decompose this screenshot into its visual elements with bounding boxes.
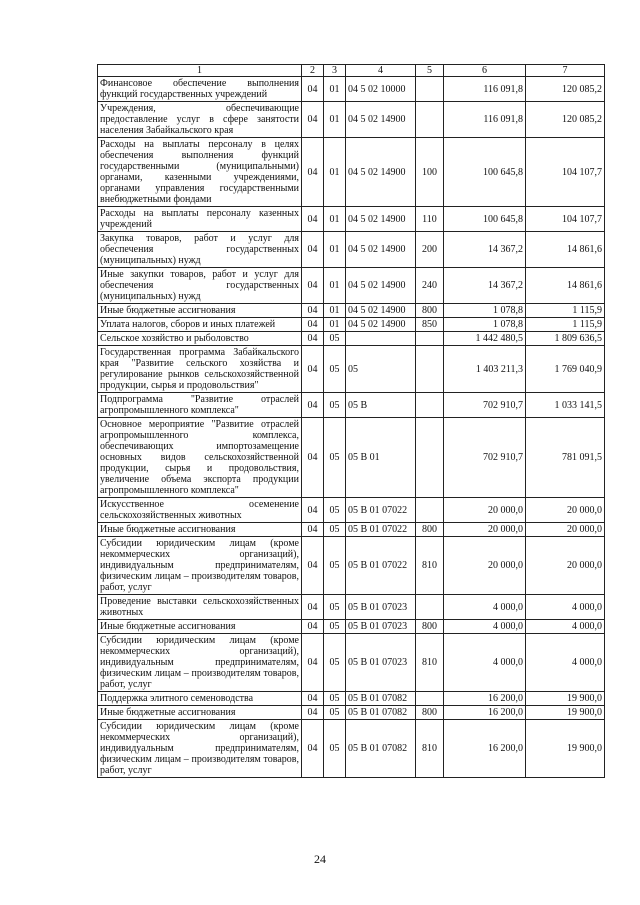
target-article-cell: 05 В 01 07023 <box>346 620 416 634</box>
subsection-code-cell: 05 <box>324 692 346 706</box>
amount-year1-cell: 100 645,8 <box>444 207 526 232</box>
row-name-cell: Проведение выставки сельскохозяйственных животных <box>98 595 302 620</box>
target-article-cell: 04 5 02 14900 <box>346 268 416 304</box>
table-row <box>98 620 605 634</box>
amount-year2-cell: 19 900,0 <box>526 706 605 720</box>
table-row <box>98 332 605 346</box>
subsection-code-cell: 05 <box>324 595 346 620</box>
section-code-cell: 04 <box>302 523 324 537</box>
table-row <box>98 537 605 595</box>
section-code-cell: 04 <box>302 77 324 102</box>
section-code-cell: 04 <box>302 595 324 620</box>
subsection-code-cell: 05 <box>324 620 346 634</box>
table-row <box>98 207 605 232</box>
table-row <box>98 692 605 706</box>
table-row <box>98 318 605 332</box>
row-name-cell: Субсидии юридическим лицам (кроме некоммерческих организаций), индивидуальным предпринимателям, физическим лицам – производителям товаров, работ, услуг <box>98 634 302 692</box>
target-article-cell: 04 5 02 14900 <box>346 304 416 318</box>
row-name-cell: Иные бюджетные ассигнования <box>98 706 302 720</box>
section-code-cell: 04 <box>302 393 324 418</box>
target-article-cell: 04 5 02 14900 <box>346 138 416 207</box>
amount-year1-cell: 16 200,0 <box>444 692 526 706</box>
subsection-code-cell: 05 <box>324 393 346 418</box>
target-article-cell <box>346 332 416 346</box>
amount-year1-cell: 16 200,0 <box>444 720 526 778</box>
expense-type-cell <box>416 418 444 498</box>
table-header-row <box>98 65 605 77</box>
row-name-cell: Закупка товаров, работ и услуг для обеспечения государственных (муниципальных) нужд <box>98 232 302 268</box>
amount-year1-cell: 20 000,0 <box>444 523 526 537</box>
amount-year1-cell: 20 000,0 <box>444 537 526 595</box>
row-name-cell: Поддержка элитного семеноводства <box>98 692 302 706</box>
target-article-cell: 05 В 01 07082 <box>346 706 416 720</box>
subsection-code-cell: 05 <box>324 706 346 720</box>
amount-year1-cell: 4 000,0 <box>444 634 526 692</box>
row-name-cell: Искусственное осеменение сельскохозяйственных животных <box>98 498 302 523</box>
amount-year2-cell: 14 861,6 <box>526 268 605 304</box>
amount-year2-cell: 1 115,9 <box>526 318 605 332</box>
row-name-cell: Расходы на выплаты персоналу казенных учреждений <box>98 207 302 232</box>
amount-year2-cell: 19 900,0 <box>526 692 605 706</box>
section-code-cell: 04 <box>302 498 324 523</box>
target-article-cell: 05 В 01 07023 <box>346 595 416 620</box>
target-article-cell: 04 5 02 14900 <box>346 232 416 268</box>
amount-year1-cell: 1 078,8 <box>444 304 526 318</box>
subsection-code-cell: 05 <box>324 537 346 595</box>
table-row <box>98 720 605 778</box>
amount-year2-cell: 19 900,0 <box>526 720 605 778</box>
subsection-code-cell: 01 <box>324 318 346 332</box>
section-code-cell: 04 <box>302 102 324 138</box>
table-row <box>98 523 605 537</box>
amount-year2-cell: 104 107,7 <box>526 207 605 232</box>
amount-year2-cell: 781 091,5 <box>526 418 605 498</box>
row-name-cell: Иные бюджетные ассигнования <box>98 620 302 634</box>
amount-year2-cell: 1 769 040,9 <box>526 346 605 393</box>
amount-year1-cell: 20 000,0 <box>444 498 526 523</box>
row-name-cell: Государственная программа Забайкальского края "Развитие сельского хозяйства и регулирование рынков сельскохозяйственной продукции, сырья и продовольствия" <box>98 346 302 393</box>
row-name-cell: Субсидии юридическим лицам (кроме некоммерческих организаций), индивидуальным предпринимателям, физическим лицам – производителям товаров, работ, услуг <box>98 720 302 778</box>
expense-type-cell: 810 <box>416 720 444 778</box>
section-code-cell: 04 <box>302 318 324 332</box>
subsection-code-cell: 05 <box>324 523 346 537</box>
section-code-cell: 04 <box>302 634 324 692</box>
amount-year2-cell: 104 107,7 <box>526 138 605 207</box>
section-code-cell: 04 <box>302 207 324 232</box>
subsection-code-cell: 05 <box>324 346 346 393</box>
expense-type-cell <box>416 102 444 138</box>
target-article-cell: 05 В 01 07082 <box>346 692 416 706</box>
section-code-cell: 04 <box>302 692 324 706</box>
expense-type-cell: 800 <box>416 620 444 634</box>
subsection-code-cell: 01 <box>324 138 346 207</box>
subsection-code-cell: 05 <box>324 498 346 523</box>
amount-year2-cell: 14 861,6 <box>526 232 605 268</box>
header-cell-7: 7 <box>526 65 605 77</box>
section-code-cell: 04 <box>302 537 324 595</box>
expense-type-cell: 850 <box>416 318 444 332</box>
subsection-code-cell: 05 <box>324 418 346 498</box>
target-article-cell: 04 5 02 10000 <box>346 77 416 102</box>
table-row <box>98 595 605 620</box>
row-name-cell: Иные закупки товаров, работ и услуг для обеспечения государственных (муниципальных) нужд <box>98 268 302 304</box>
table-row <box>98 232 605 268</box>
target-article-cell: 05 В <box>346 393 416 418</box>
amount-year1-cell: 702 910,7 <box>444 418 526 498</box>
amount-year1-cell: 116 091,8 <box>444 102 526 138</box>
header-cell-3: 3 <box>324 65 346 77</box>
amount-year1-cell: 100 645,8 <box>444 138 526 207</box>
table-row <box>98 634 605 692</box>
amount-year1-cell: 14 367,2 <box>444 232 526 268</box>
target-article-cell: 04 5 02 14900 <box>346 207 416 232</box>
amount-year1-cell: 116 091,8 <box>444 77 526 102</box>
amount-year1-cell: 1 078,8 <box>444 318 526 332</box>
table-body <box>98 65 605 778</box>
budget-table <box>97 64 605 778</box>
amount-year2-cell: 120 085,2 <box>526 102 605 138</box>
header-cell-2: 2 <box>302 65 324 77</box>
row-name-cell: Сельское хозяйство и рыболовство <box>98 332 302 346</box>
subsection-code-cell: 01 <box>324 232 346 268</box>
section-code-cell: 04 <box>302 706 324 720</box>
table-row <box>98 102 605 138</box>
row-name-cell: Расходы на выплаты персоналу в целях обеспечения выполнения функций государственными (муниципальными) органами, казенными учреждениями, органами управления государственными внебюджетными фондами <box>98 138 302 207</box>
subsection-code-cell: 01 <box>324 102 346 138</box>
target-article-cell: 05 В 01 07022 <box>346 537 416 595</box>
header-cell-6: 6 <box>444 65 526 77</box>
subsection-code-cell: 01 <box>324 268 346 304</box>
row-name-cell: Иные бюджетные ассигнования <box>98 523 302 537</box>
expense-type-cell: 810 <box>416 634 444 692</box>
row-name-cell: Субсидии юридическим лицам (кроме некоммерческих организаций), индивидуальным предпринимателям, физическим лицам – производителям товаров, работ, услуг <box>98 537 302 595</box>
target-article-cell: 05 В 01 07023 <box>346 634 416 692</box>
expense-type-cell: 110 <box>416 207 444 232</box>
table-row <box>98 268 605 304</box>
amount-year1-cell: 1 442 480,5 <box>444 332 526 346</box>
amount-year1-cell: 16 200,0 <box>444 706 526 720</box>
amount-year2-cell: 4 000,0 <box>526 595 605 620</box>
section-code-cell: 04 <box>302 332 324 346</box>
row-name-cell: Иные бюджетные ассигнования <box>98 304 302 318</box>
target-article-cell: 05 В 01 07022 <box>346 498 416 523</box>
table-row <box>98 304 605 318</box>
subsection-code-cell: 01 <box>324 207 346 232</box>
row-name-cell: Учреждения, обеспечивающие предоставление услуг в сфере занятости населения Забайкальского края <box>98 102 302 138</box>
target-article-cell: 04 5 02 14900 <box>346 318 416 332</box>
expense-type-cell <box>416 498 444 523</box>
page-number: 24 <box>314 852 326 866</box>
amount-year2-cell: 1 115,9 <box>526 304 605 318</box>
amount-year1-cell: 14 367,2 <box>444 268 526 304</box>
table-row <box>98 418 605 498</box>
amount-year2-cell: 4 000,0 <box>526 620 605 634</box>
expense-type-cell <box>416 346 444 393</box>
target-article-cell: 05 <box>346 346 416 393</box>
row-name-cell: Основное мероприятие "Развитие отраслей агропромышленного комплекса, обеспечивающих импортозамещение основных видов сельскохозяйственной продукции, сырья и продовольствия, увеличение объема экспорта продукции агропромышленного комплекса" <box>98 418 302 498</box>
section-code-cell: 04 <box>302 418 324 498</box>
table-row <box>98 138 605 207</box>
amount-year1-cell: 4 000,0 <box>444 620 526 634</box>
header-cell-5: 5 <box>416 65 444 77</box>
amount-year2-cell: 20 000,0 <box>526 523 605 537</box>
target-article-cell: 04 5 02 14900 <box>346 102 416 138</box>
expense-type-cell <box>416 77 444 102</box>
expense-type-cell: 100 <box>416 138 444 207</box>
subsection-code-cell: 01 <box>324 77 346 102</box>
expense-type-cell: 200 <box>416 232 444 268</box>
amount-year2-cell: 1 033 141,5 <box>526 393 605 418</box>
expense-type-cell <box>416 595 444 620</box>
target-article-cell: 05 В 01 07022 <box>346 523 416 537</box>
target-article-cell: 05 В 01 07082 <box>346 720 416 778</box>
amount-year2-cell: 120 085,2 <box>526 77 605 102</box>
subsection-code-cell: 05 <box>324 332 346 346</box>
amount-year1-cell: 1 403 211,3 <box>444 346 526 393</box>
amount-year2-cell: 4 000,0 <box>526 634 605 692</box>
row-name-cell: Уплата налогов, сборов и иных платежей <box>98 318 302 332</box>
expense-type-cell <box>416 393 444 418</box>
amount-year2-cell: 20 000,0 <box>526 537 605 595</box>
section-code-cell: 04 <box>302 268 324 304</box>
header-cell-4: 4 <box>346 65 416 77</box>
amount-year1-cell: 702 910,7 <box>444 393 526 418</box>
subsection-code-cell: 05 <box>324 634 346 692</box>
table-row <box>98 346 605 393</box>
expense-type-cell: 800 <box>416 523 444 537</box>
section-code-cell: 04 <box>302 138 324 207</box>
section-code-cell: 04 <box>302 620 324 634</box>
header-cell-1: 1 <box>98 65 302 77</box>
section-code-cell: 04 <box>302 346 324 393</box>
table-row <box>98 77 605 102</box>
expense-type-cell: 800 <box>416 304 444 318</box>
table-row <box>98 498 605 523</box>
amount-year1-cell: 4 000,0 <box>444 595 526 620</box>
amount-year2-cell: 1 809 636,5 <box>526 332 605 346</box>
expense-type-cell: 240 <box>416 268 444 304</box>
amount-year2-cell: 20 000,0 <box>526 498 605 523</box>
target-article-cell: 05 В 01 <box>346 418 416 498</box>
section-code-cell: 04 <box>302 304 324 318</box>
section-code-cell: 04 <box>302 232 324 268</box>
subsection-code-cell: 05 <box>324 720 346 778</box>
expense-type-cell: 810 <box>416 537 444 595</box>
table-row <box>98 706 605 720</box>
section-code-cell: 04 <box>302 720 324 778</box>
row-name-cell: Финансовое обеспечение выполнения функций государственных учреждений <box>98 77 302 102</box>
expense-type-cell <box>416 692 444 706</box>
table-row <box>98 393 605 418</box>
subsection-code-cell: 01 <box>324 304 346 318</box>
row-name-cell: Подпрограмма "Развитие отраслей агропромышленного комплекса" <box>98 393 302 418</box>
expense-type-cell: 800 <box>416 706 444 720</box>
expense-type-cell <box>416 332 444 346</box>
